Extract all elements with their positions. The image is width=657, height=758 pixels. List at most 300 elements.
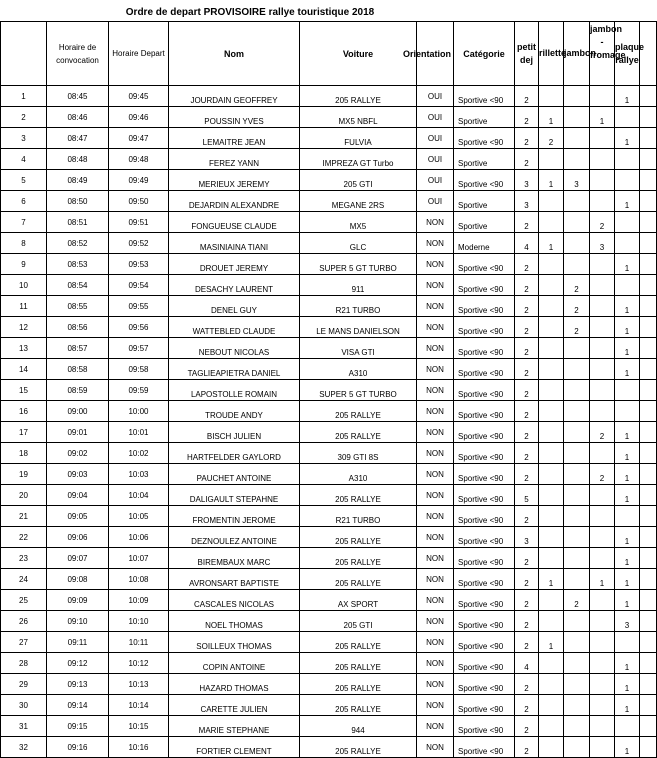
cell-convocation[interactable]: 08:52 [47,233,109,254]
cell-rillette[interactable]: 2 [539,128,564,149]
cell-convocation[interactable]: 09:14 [47,695,109,716]
cell-jambon-fromage[interactable] [590,128,615,149]
cell-petit-dej[interactable]: 2 [515,674,539,695]
cell-petit-dej[interactable]: 2 [515,632,539,653]
cell-extra[interactable] [640,569,657,590]
cell-plaque[interactable] [615,170,640,191]
cell-categorie[interactable]: Sportive <90 [454,506,515,527]
cell-nom[interactable]: FEREZ YANN [169,149,300,170]
cell-plaque[interactable] [615,107,640,128]
cell-rillette[interactable] [539,695,564,716]
cell-categorie[interactable]: Sportive <90 [454,317,515,338]
cell-num[interactable]: 4 [1,149,47,170]
cell-categorie[interactable]: Sportive <90 [454,590,515,611]
cell-categorie[interactable]: Sportive <90 [454,422,515,443]
cell-depart[interactable]: 10:09 [109,590,169,611]
cell-jambon[interactable] [564,401,590,422]
cell-convocation[interactable]: 09:12 [47,653,109,674]
cell-jambon-fromage[interactable]: 2 [590,422,615,443]
cell-jambon-fromage[interactable]: 3 [590,233,615,254]
cell-num[interactable]: 26 [1,611,47,632]
cell-depart[interactable]: 09:54 [109,275,169,296]
cell-jambon[interactable]: 2 [564,275,590,296]
cell-jambon[interactable] [564,338,590,359]
cell-jambon[interactable] [564,569,590,590]
cell-convocation[interactable]: 09:16 [47,737,109,758]
cell-rillette[interactable]: 1 [539,107,564,128]
cell-categorie[interactable]: Sportive <90 [454,170,515,191]
cell-extra[interactable] [640,527,657,548]
cell-voiture[interactable]: AX SPORT [300,590,417,611]
cell-depart[interactable]: 10:13 [109,674,169,695]
cell-num[interactable]: 28 [1,653,47,674]
cell-depart[interactable]: 10:02 [109,443,169,464]
cell-convocation[interactable]: 08:53 [47,254,109,275]
cell-extra[interactable] [640,485,657,506]
cell-voiture[interactable]: 309 GTI 8S [300,443,417,464]
cell-depart[interactable]: 09:47 [109,128,169,149]
cell-orientation[interactable]: OUI [417,149,454,170]
cell-jambon[interactable] [564,653,590,674]
cell-orientation[interactable]: NON [417,737,454,758]
cell-convocation[interactable]: 08:54 [47,275,109,296]
cell-convocation[interactable]: 08:49 [47,170,109,191]
cell-rillette[interactable] [539,380,564,401]
cell-rillette[interactable] [539,149,564,170]
cell-orientation[interactable]: NON [417,548,454,569]
cell-extra[interactable] [640,380,657,401]
cell-nom[interactable]: JOURDAIN GEOFFREY [169,86,300,107]
cell-voiture[interactable]: FULVIA [300,128,417,149]
cell-convocation[interactable]: 09:05 [47,506,109,527]
cell-extra[interactable] [640,212,657,233]
cell-voiture[interactable]: 205 GTI [300,611,417,632]
cell-depart[interactable]: 09:51 [109,212,169,233]
cell-convocation[interactable]: 08:45 [47,86,109,107]
cell-extra[interactable] [640,443,657,464]
cell-orientation[interactable]: NON [417,317,454,338]
cell-jambon[interactable] [564,191,590,212]
cell-jambon-fromage[interactable] [590,149,615,170]
cell-nom[interactable]: MARIE STEPHANE [169,716,300,737]
cell-extra[interactable] [640,191,657,212]
cell-convocation[interactable]: 09:07 [47,548,109,569]
cell-plaque[interactable]: 1 [615,254,640,275]
cell-categorie[interactable]: Sportive <90 [454,359,515,380]
cell-plaque[interactable]: 1 [615,86,640,107]
cell-nom[interactable]: DEJARDIN ALEXANDRE [169,191,300,212]
cell-convocation[interactable]: 08:46 [47,107,109,128]
cell-jambon-fromage[interactable]: 2 [590,464,615,485]
cell-petit-dej[interactable]: 2 [515,380,539,401]
cell-convocation[interactable]: 09:10 [47,611,109,632]
cell-num[interactable]: 7 [1,212,47,233]
cell-orientation[interactable]: NON [417,590,454,611]
cell-rillette[interactable] [539,401,564,422]
cell-convocation[interactable]: 09:09 [47,590,109,611]
cell-num[interactable]: 16 [1,401,47,422]
cell-jambon[interactable] [564,632,590,653]
cell-num[interactable]: 18 [1,443,47,464]
cell-plaque[interactable]: 1 [615,590,640,611]
cell-extra[interactable] [640,590,657,611]
cell-categorie[interactable]: Sportive <90 [454,737,515,758]
cell-extra[interactable] [640,233,657,254]
cell-categorie[interactable]: Sportive <90 [454,716,515,737]
cell-plaque[interactable]: 1 [615,527,640,548]
cell-depart[interactable]: 09:58 [109,359,169,380]
cell-categorie[interactable]: Sportive <90 [454,674,515,695]
cell-nom[interactable]: POUSSIN YVES [169,107,300,128]
cell-nom[interactable]: WATTEBLED CLAUDE [169,317,300,338]
cell-orientation[interactable]: NON [417,653,454,674]
cell-rillette[interactable] [539,359,564,380]
cell-petit-dej[interactable]: 2 [515,401,539,422]
cell-rillette[interactable] [539,191,564,212]
cell-depart[interactable]: 09:55 [109,296,169,317]
cell-convocation[interactable]: 08:56 [47,317,109,338]
cell-jambon-fromage[interactable] [590,632,615,653]
cell-plaque[interactable]: 1 [615,485,640,506]
cell-petit-dej[interactable]: 2 [515,212,539,233]
cell-voiture[interactable]: 205 RALLYE [300,401,417,422]
cell-depart[interactable]: 10:11 [109,632,169,653]
cell-orientation[interactable]: NON [417,506,454,527]
cell-rillette[interactable] [539,506,564,527]
cell-nom[interactable]: DROUET JEREMY [169,254,300,275]
cell-jambon-fromage[interactable] [590,716,615,737]
cell-orientation[interactable]: NON [417,674,454,695]
cell-voiture[interactable]: MEGANE 2RS [300,191,417,212]
cell-num[interactable]: 19 [1,464,47,485]
cell-convocation[interactable]: 08:55 [47,296,109,317]
cell-orientation[interactable]: OUI [417,128,454,149]
cell-extra[interactable] [640,716,657,737]
cell-voiture[interactable]: 205 GTI [300,170,417,191]
cell-rillette[interactable]: 1 [539,170,564,191]
cell-depart[interactable]: 10:00 [109,401,169,422]
header-depart[interactable]: Horaire Depart [109,22,169,86]
cell-rillette[interactable] [539,674,564,695]
cell-categorie[interactable]: Sportive <90 [454,527,515,548]
cell-rillette[interactable] [539,422,564,443]
cell-plaque[interactable]: 1 [615,128,640,149]
cell-categorie[interactable]: Sportive [454,149,515,170]
cell-categorie[interactable]: Moderne [454,233,515,254]
cell-rillette[interactable] [539,653,564,674]
cell-plaque[interactable]: 1 [615,317,640,338]
cell-depart[interactable]: 09:46 [109,107,169,128]
cell-convocation[interactable]: 09:08 [47,569,109,590]
cell-rillette[interactable] [539,86,564,107]
cell-categorie[interactable]: Sportive <90 [454,695,515,716]
cell-orientation[interactable]: OUI [417,170,454,191]
cell-categorie[interactable]: Sportive <90 [454,401,515,422]
cell-nom[interactable]: LAPOSTOLLE ROMAIN [169,380,300,401]
cell-nom[interactable]: CARETTE JULIEN [169,695,300,716]
cell-extra[interactable] [640,107,657,128]
cell-extra[interactable] [640,359,657,380]
cell-extra[interactable] [640,653,657,674]
cell-orientation[interactable]: NON [417,611,454,632]
cell-num[interactable]: 3 [1,128,47,149]
cell-nom[interactable]: BIREMBAUX MARC [169,548,300,569]
cell-voiture[interactable]: SUPER 5 GT TURBO [300,380,417,401]
cell-jambon-fromage[interactable] [590,191,615,212]
cell-jambon-fromage[interactable] [590,170,615,191]
cell-categorie[interactable]: Sportive <90 [454,611,515,632]
cell-extra[interactable] [640,338,657,359]
cell-rillette[interactable] [539,317,564,338]
cell-depart[interactable]: 09:56 [109,317,169,338]
cell-jambon-fromage[interactable] [590,653,615,674]
cell-plaque[interactable] [615,275,640,296]
cell-depart[interactable]: 10:06 [109,527,169,548]
cell-jambon-fromage[interactable] [590,296,615,317]
cell-convocation[interactable]: 09:04 [47,485,109,506]
cell-convocation[interactable]: 08:58 [47,359,109,380]
cell-depart[interactable]: 10:04 [109,485,169,506]
cell-extra[interactable] [640,170,657,191]
cell-plaque[interactable] [615,632,640,653]
cell-orientation[interactable]: NON [417,254,454,275]
cell-plaque[interactable]: 1 [615,653,640,674]
cell-categorie[interactable]: Sportive <90 [454,443,515,464]
cell-petit-dej[interactable]: 5 [515,485,539,506]
cell-voiture[interactable]: 944 [300,716,417,737]
cell-nom[interactable]: NOEL THOMAS [169,611,300,632]
cell-petit-dej[interactable]: 2 [515,275,539,296]
cell-voiture[interactable]: R21 TURBO [300,506,417,527]
cell-convocation[interactable]: 09:06 [47,527,109,548]
cell-plaque[interactable]: 1 [615,674,640,695]
cell-jambon-fromage[interactable] [590,275,615,296]
cell-depart[interactable]: 09:57 [109,338,169,359]
cell-jambon-fromage[interactable] [590,527,615,548]
cell-nom[interactable]: PAUCHET ANTOINE [169,464,300,485]
header-plaque-rallye[interactable]: plaque rallye [615,22,640,86]
cell-num[interactable]: 11 [1,296,47,317]
header-num[interactable] [1,22,47,86]
cell-nom[interactable]: MASINIAINA TIANI [169,233,300,254]
cell-jambon-fromage[interactable]: 1 [590,107,615,128]
cell-nom[interactable]: AVRONSART BAPTISTE [169,569,300,590]
cell-voiture[interactable]: 205 RALLYE [300,569,417,590]
cell-num[interactable]: 10 [1,275,47,296]
cell-categorie[interactable]: Sportive <90 [454,254,515,275]
cell-orientation[interactable]: NON [417,443,454,464]
cell-orientation[interactable]: NON [417,233,454,254]
cell-categorie[interactable]: Sportive [454,191,515,212]
cell-num[interactable]: 14 [1,359,47,380]
cell-depart[interactable]: 10:15 [109,716,169,737]
cell-nom[interactable]: FONGUEUSE CLAUDE [169,212,300,233]
cell-rillette[interactable] [539,464,564,485]
header-jambon[interactable]: jambon [564,22,590,86]
cell-nom[interactable]: DENEL GUY [169,296,300,317]
cell-extra[interactable] [640,86,657,107]
cell-jambon-fromage[interactable]: 1 [590,569,615,590]
header-voiture[interactable]: Voiture [300,22,417,86]
cell-orientation[interactable]: NON [417,359,454,380]
cell-num[interactable]: 1 [1,86,47,107]
cell-num[interactable]: 6 [1,191,47,212]
cell-jambon[interactable] [564,359,590,380]
cell-depart[interactable]: 10:03 [109,464,169,485]
cell-nom[interactable]: COPIN ANTOINE [169,653,300,674]
cell-num[interactable]: 20 [1,485,47,506]
cell-categorie[interactable]: Sportive <90 [454,380,515,401]
cell-convocation[interactable]: 09:13 [47,674,109,695]
cell-rillette[interactable] [539,275,564,296]
cell-voiture[interactable]: 205 RALLYE [300,527,417,548]
cell-petit-dej[interactable]: 4 [515,233,539,254]
cell-num[interactable]: 29 [1,674,47,695]
cell-nom[interactable]: SOILLEUX THOMAS [169,632,300,653]
cell-categorie[interactable]: Sportive <90 [454,632,515,653]
cell-depart[interactable]: 10:14 [109,695,169,716]
cell-petit-dej[interactable]: 2 [515,128,539,149]
cell-convocation[interactable]: 08:57 [47,338,109,359]
cell-nom[interactable]: HARTFELDER GAYLORD [169,443,300,464]
cell-voiture[interactable]: IMPREZA GT Turbo [300,149,417,170]
cell-jambon-fromage[interactable] [590,317,615,338]
cell-num[interactable]: 8 [1,233,47,254]
cell-extra[interactable] [640,254,657,275]
cell-jambon-fromage[interactable] [590,737,615,758]
header-rillette[interactable]: rillette [539,22,564,86]
cell-categorie[interactable]: Sportive <90 [454,548,515,569]
cell-convocation[interactable]: 08:50 [47,191,109,212]
cell-depart[interactable]: 10:12 [109,653,169,674]
cell-depart[interactable]: 10:01 [109,422,169,443]
cell-voiture[interactable]: SUPER 5 GT TURBO [300,254,417,275]
cell-jambon-fromage[interactable]: 2 [590,212,615,233]
cell-petit-dej[interactable]: 2 [515,86,539,107]
cell-num[interactable]: 25 [1,590,47,611]
cell-jambon-fromage[interactable] [590,443,615,464]
cell-nom[interactable]: DESACHY LAURENT [169,275,300,296]
cell-convocation[interactable]: 08:48 [47,149,109,170]
cell-jambon[interactable] [564,212,590,233]
cell-petit-dej[interactable]: 2 [515,464,539,485]
cell-orientation[interactable]: NON [417,527,454,548]
cell-orientation[interactable]: NON [417,695,454,716]
cell-convocation[interactable]: 09:15 [47,716,109,737]
cell-jambon-fromage[interactable] [590,254,615,275]
cell-num[interactable]: 9 [1,254,47,275]
cell-orientation[interactable]: NON [417,275,454,296]
cell-orientation[interactable]: NON [417,401,454,422]
cell-petit-dej[interactable]: 2 [515,338,539,359]
cell-convocation[interactable]: 09:00 [47,401,109,422]
cell-depart[interactable]: 09:52 [109,233,169,254]
cell-depart[interactable]: 09:59 [109,380,169,401]
cell-voiture[interactable]: 205 RALLYE [300,548,417,569]
cell-nom[interactable]: NEBOUT NICOLAS [169,338,300,359]
cell-jambon[interactable] [564,485,590,506]
cell-extra[interactable] [640,464,657,485]
cell-voiture[interactable]: 205 RALLYE [300,695,417,716]
cell-depart[interactable]: 09:48 [109,149,169,170]
cell-plaque[interactable]: 1 [615,737,640,758]
cell-jambon[interactable]: 3 [564,170,590,191]
cell-categorie[interactable]: Sportive <90 [454,338,515,359]
cell-rillette[interactable] [539,443,564,464]
cell-num[interactable]: 13 [1,338,47,359]
cell-num[interactable]: 15 [1,380,47,401]
cell-extra[interactable] [640,695,657,716]
cell-plaque[interactable]: 3 [615,611,640,632]
cell-petit-dej[interactable]: 4 [515,653,539,674]
cell-extra[interactable] [640,506,657,527]
cell-depart[interactable]: 10:05 [109,506,169,527]
cell-petit-dej[interactable]: 2 [515,317,539,338]
cell-voiture[interactable]: 205 RALLYE [300,674,417,695]
cell-petit-dej[interactable]: 2 [515,737,539,758]
cell-jambon[interactable] [564,716,590,737]
cell-plaque[interactable] [615,401,640,422]
cell-jambon-fromage[interactable] [590,380,615,401]
cell-rillette[interactable] [539,527,564,548]
cell-num[interactable]: 21 [1,506,47,527]
cell-orientation[interactable]: NON [417,422,454,443]
cell-plaque[interactable]: 1 [615,548,640,569]
cell-plaque[interactable] [615,716,640,737]
cell-orientation[interactable]: OUI [417,191,454,212]
cell-plaque[interactable]: 1 [615,191,640,212]
cell-depart[interactable]: 09:53 [109,254,169,275]
cell-petit-dej[interactable]: 2 [515,359,539,380]
cell-jambon-fromage[interactable] [590,611,615,632]
cell-petit-dej[interactable]: 2 [515,149,539,170]
cell-jambon-fromage[interactable] [590,590,615,611]
cell-plaque[interactable] [615,212,640,233]
cell-petit-dej[interactable]: 2 [515,296,539,317]
cell-plaque[interactable]: 1 [615,422,640,443]
cell-extra[interactable] [640,548,657,569]
cell-jambon[interactable] [564,527,590,548]
cell-orientation[interactable]: NON [417,212,454,233]
cell-num[interactable]: 22 [1,527,47,548]
cell-extra[interactable] [640,422,657,443]
cell-voiture[interactable]: GLC [300,233,417,254]
cell-categorie[interactable]: Sportive [454,107,515,128]
cell-extra[interactable] [640,149,657,170]
cell-extra[interactable] [640,611,657,632]
cell-nom[interactable]: FORTIER CLEMENT [169,737,300,758]
cell-petit-dej[interactable]: 2 [515,254,539,275]
cell-plaque[interactable] [615,233,640,254]
cell-categorie[interactable]: Sportive [454,212,515,233]
cell-jambon-fromage[interactable] [590,485,615,506]
cell-categorie[interactable]: Sportive <90 [454,569,515,590]
cell-jambon[interactable] [564,506,590,527]
cell-nom[interactable]: LEMAITRE JEAN [169,128,300,149]
cell-orientation[interactable]: NON [417,569,454,590]
cell-nom[interactable]: MERIEUX JEREMY [169,170,300,191]
cell-categorie[interactable]: Sportive <90 [454,275,515,296]
cell-extra[interactable] [640,674,657,695]
cell-jambon-fromage[interactable] [590,695,615,716]
cell-orientation[interactable]: NON [417,338,454,359]
cell-num[interactable]: 17 [1,422,47,443]
header-extra[interactable] [640,22,657,86]
cell-categorie[interactable]: Sportive <90 [454,485,515,506]
cell-jambon[interactable]: 2 [564,590,590,611]
cell-orientation[interactable]: NON [417,632,454,653]
cell-depart[interactable]: 09:49 [109,170,169,191]
